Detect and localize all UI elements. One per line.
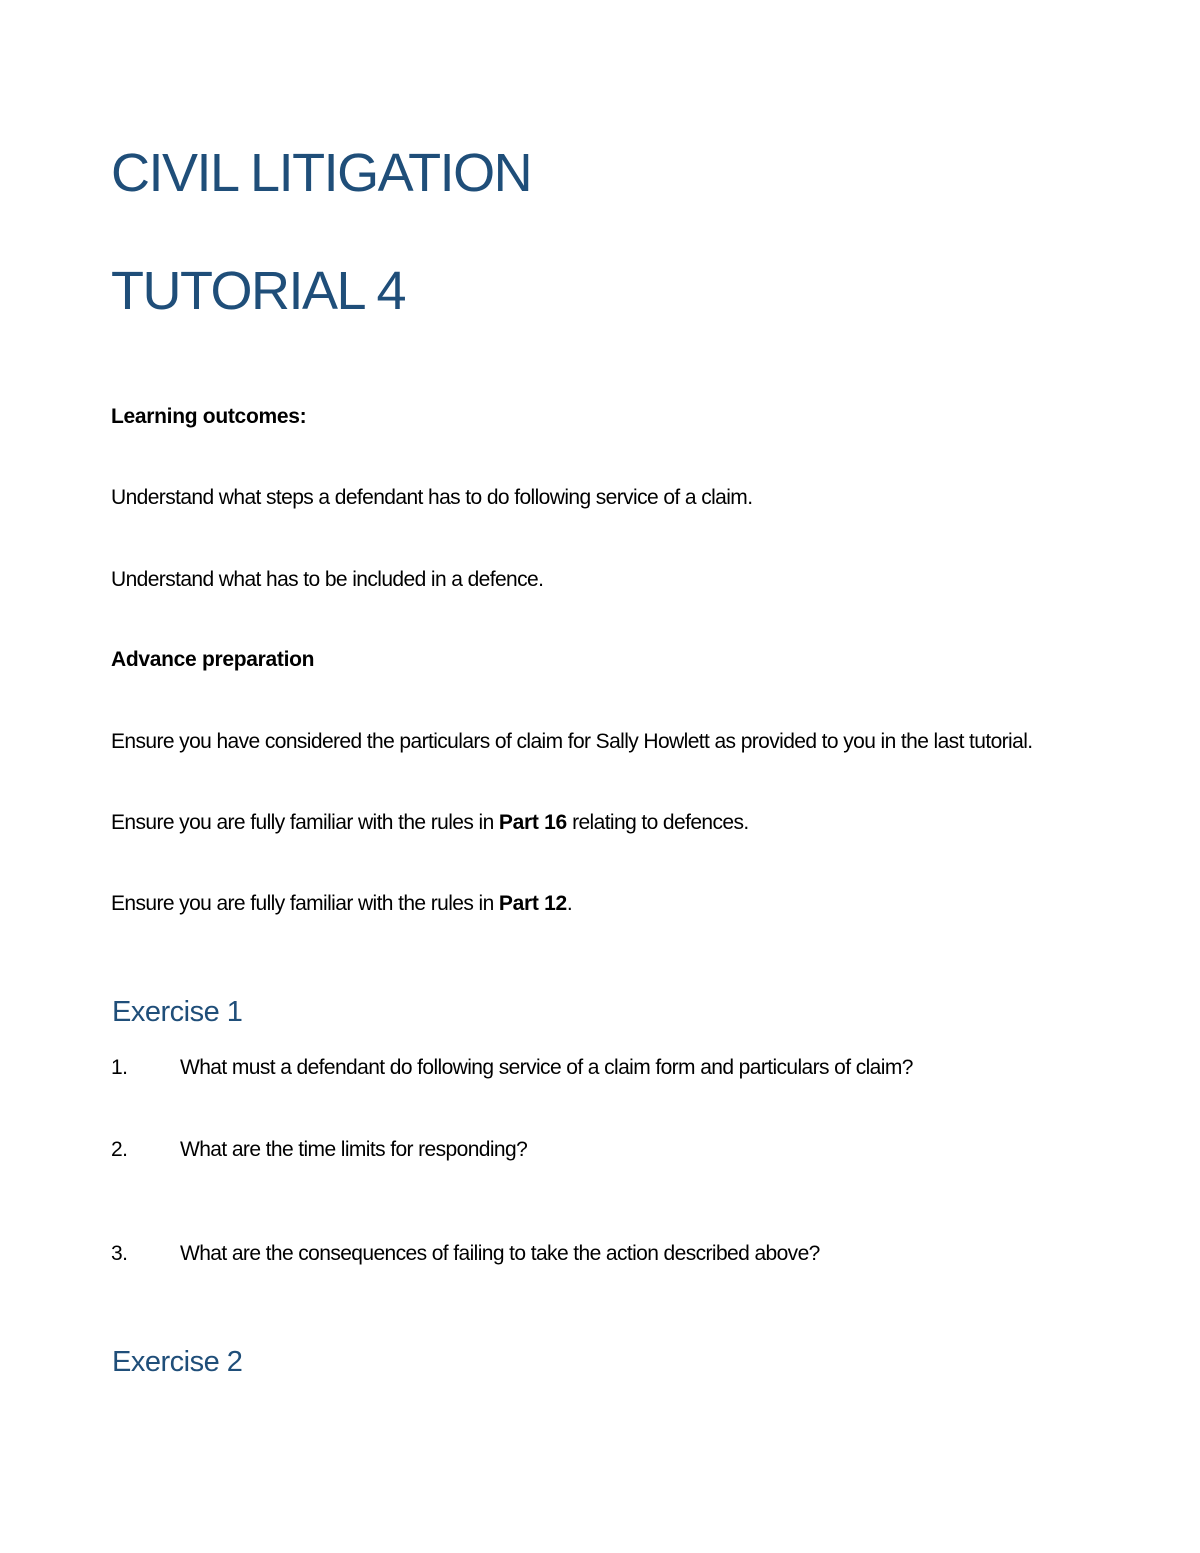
exercise-question [111,1243,1111,1269]
learning-outcome-item: Understand what has to be included in a defence. [111,568,544,591]
exercise-1-heading: Exercise 1 [112,996,243,1028]
question-number: 1. [111,1056,128,1079]
learning-outcome-item: Understand what steps a defendant has to do following service of a claim. [111,486,753,509]
preparation-text: Ensure you are fully familiar with the rules in [111,811,499,834]
document-title: CIVIL LITIGATION [111,143,532,203]
exercise-2-heading: Exercise 2 [112,1346,243,1378]
preparation-item [111,893,572,914]
preparation-text: Ensure you are fully familiar with the rules in [111,892,499,915]
advance-preparation-heading: Advance preparation [111,648,315,671]
preparation-item: Ensure you have considered the particulars of claim for Sally Howlett as provided to you in the last tutorial. [111,730,1033,753]
rule-reference-part-12: Part 12 [498,892,567,915]
rule-reference-part-16: Part 16 [498,811,567,834]
exercise-question [111,1139,1111,1165]
question-text: What must a defendant do following service of a claim form and particulars of claim? [180,1056,913,1079]
question-number: 3. [111,1242,128,1265]
question-text: What are the time limits for responding? [180,1138,528,1161]
preparation-text: . [566,892,573,915]
exercise-question [111,1057,1111,1083]
question-text: What are the consequences of failing to take the action described above? [180,1242,820,1265]
preparation-item [111,812,749,833]
learning-outcomes-heading: Learning outcomes: [111,405,307,428]
tutorial-title: TUTORIAL 4 [111,261,406,321]
preparation-text: relating to defences. [566,811,749,834]
question-number: 2. [111,1138,128,1161]
